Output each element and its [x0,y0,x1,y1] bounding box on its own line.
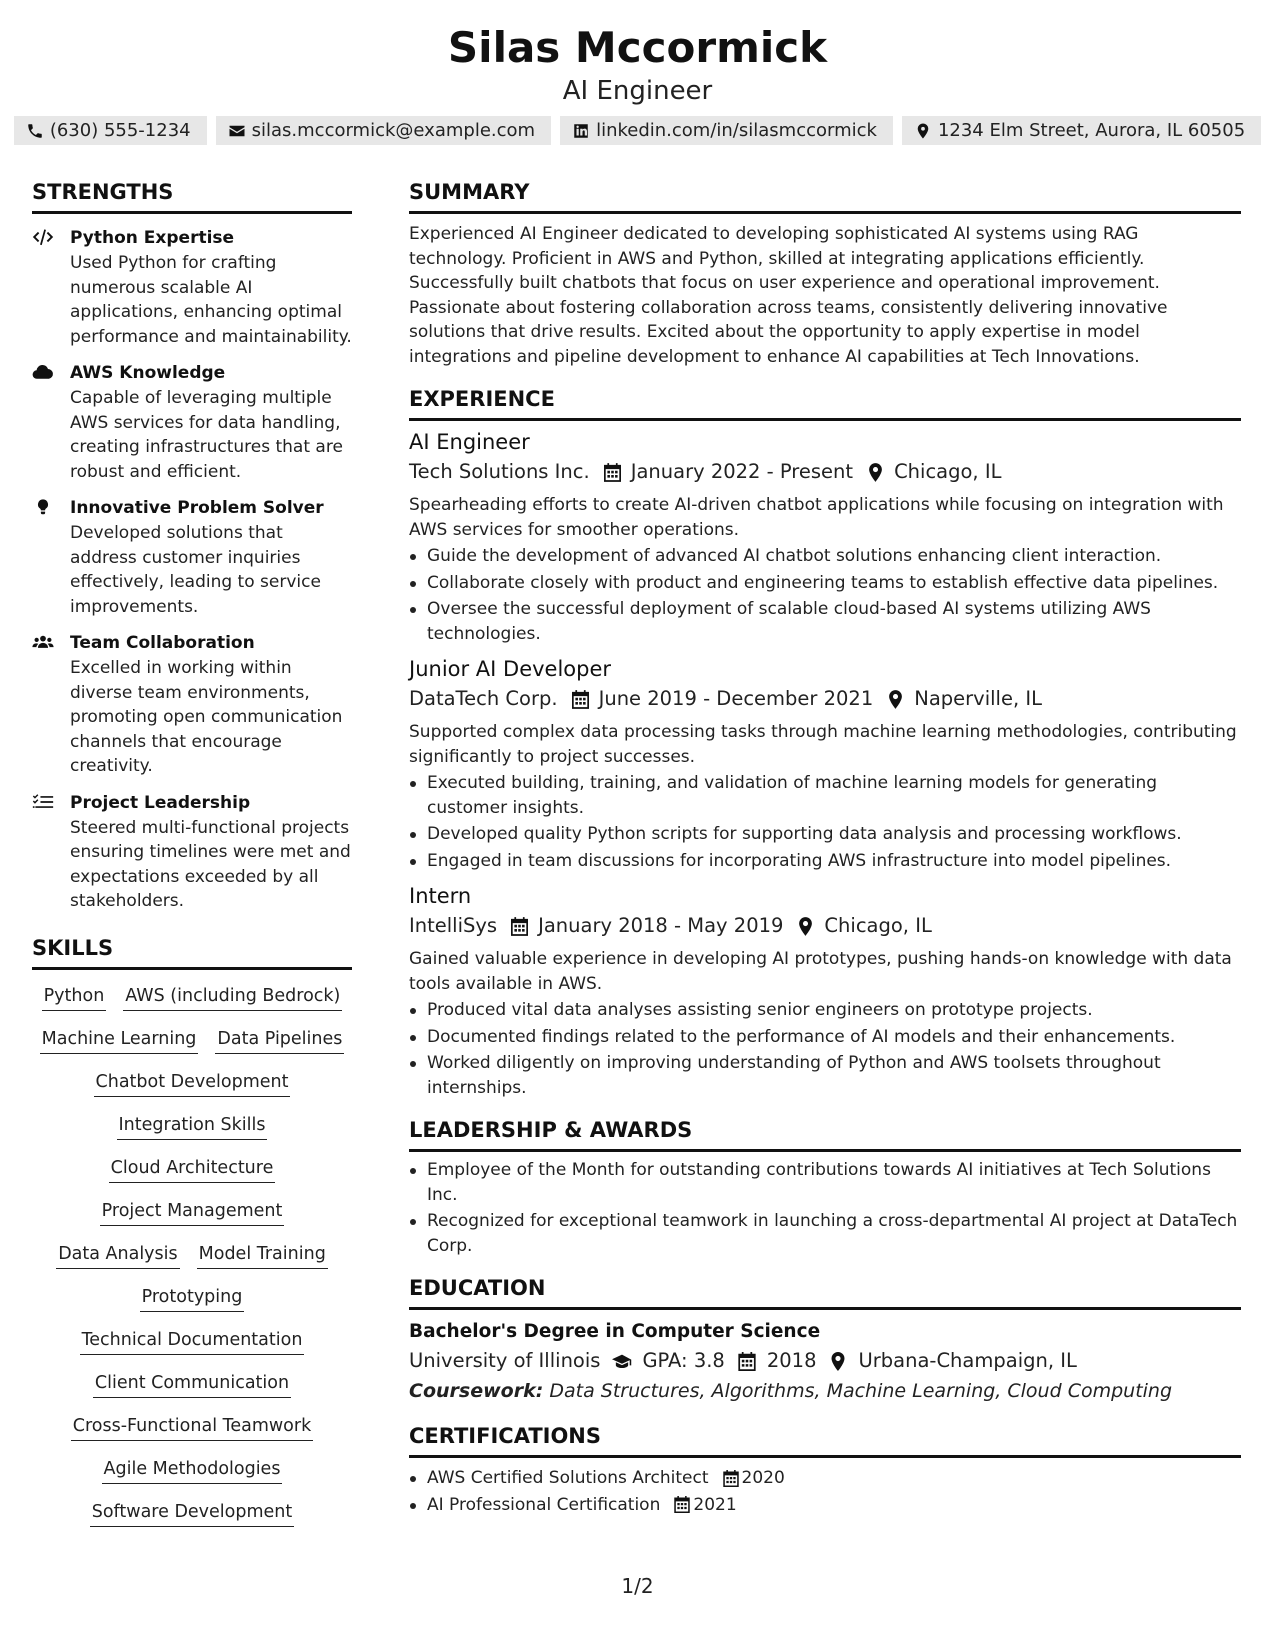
contact-phone[interactable] [14,116,207,145]
skill-tag: Chatbot Development [94,1070,291,1097]
contact-email[interactable] [216,116,551,145]
job-bullets [409,998,1241,1100]
certification-item [409,1466,1241,1491]
contact-address-text: 1234 Elm Street, Aurora, IL 60505 [937,120,1246,141]
linkedin-icon [572,122,590,140]
leadership-list [409,1158,1241,1258]
job-description: Gained valuable experience in developing AI prototypes, pushing hands-on knowledge with data tools available in AWS. [409,949,1232,994]
job-bullets [409,771,1241,873]
strength-title: Python Expertise [70,228,235,248]
job-dates: June 2019 - December 2021 [598,687,874,710]
skill-tag: Model Training [197,1242,328,1269]
certifications-heading: CERTIFICATIONS [409,1422,1241,1458]
right-column [409,178,1241,1517]
certifications-list [409,1466,1241,1517]
resume-header [0,22,1275,145]
strength-title: Team Collaboration [70,633,255,653]
job-bullet: Oversee the successful deployment of scalable cloud-based AI systems utilizing AWS technologies. [409,597,1241,646]
skill-tag: Cloud Architecture [109,1156,276,1183]
skill-tag: Data Analysis [56,1242,179,1269]
contact-linkedin-text: linkedin.com/in/silasmccormick [596,120,877,141]
skills-list [32,984,352,1527]
certification-item [409,1493,1241,1518]
summary-heading: SUMMARY [409,178,1241,214]
education-location: Urbana-Champaign, IL [858,1349,1077,1372]
candidate-title: AI Engineer [562,76,713,106]
job-location: Chicago, IL [824,914,932,937]
job-bullet: Worked diligently on improving understanding of Python and AWS toolsets throughout internships. [409,1051,1241,1100]
job-bullet: Engaged in team discussions for incorporating AWS infrastructure into model pipelines. [409,849,1241,874]
leadership-heading: LEADERSHIP & AWARDS [409,1116,1241,1152]
leadership-item: Recognized for exceptional teamwork in launching a cross-departmental AI project at DataTech Corp. [409,1209,1241,1258]
certification-year: 2020 [741,1468,785,1488]
calendar-icon [737,1352,757,1371]
cloud-icon [32,363,54,381]
skill-tag: Technical Documentation [80,1328,305,1355]
strength-item [32,791,352,914]
education-gpa: GPA: 3.8 [642,1349,725,1372]
job-location: Chicago, IL [894,460,1002,483]
map-pin-icon [867,463,884,482]
contact-linkedin[interactable] [560,116,893,145]
job-entry [409,881,1241,1100]
list-check-icon [32,793,54,811]
job-dates: January 2022 - Present [630,460,854,483]
code-icon [32,228,54,246]
strength-title: Innovative Problem Solver [70,498,324,518]
education-coursework [409,1376,1241,1406]
education-meta [409,1346,1241,1376]
job-description: Spearheading efforts to create AI-driven chatbot applications while focusing on integration with AWS services for smoother operations. [409,495,1224,540]
candidate-name: Silas Mccormick [447,23,828,72]
map-pin-icon [797,917,814,936]
education-year: 2018 [766,1349,817,1372]
calendar-icon [572,690,589,709]
strength-item [32,226,352,349]
skill-tag: Cross-Functional Teamwork [71,1414,313,1441]
job-company: IntelliSys [409,914,498,937]
summary-text: Experienced AI Engineer dedicated to developing sophisticated AI systems using RAG technology. Proficient in AWS and Python, skilled at integrating applications efficiently. Successfully built chatbots that focus on user experience and operational improvement. Passionate about fostering collaboration across teams, consistently delivering innovative solutions that drive results. Excited about the opportunity to apply expertise in model integrations and pipeline development to enhance AI capabilities at Tech Innovations. [409,224,1168,367]
certification-name: AWS Certified Solutions Architect [427,1468,709,1488]
education-degree: Bachelor's Degree in Computer Science [409,1321,821,1342]
leadership-item: Employee of the Month for outstanding contributions towards AI initiatives at Tech Solutions Inc. [409,1158,1241,1207]
strength-item [32,496,352,619]
coursework-label: Coursework: [409,1380,544,1402]
job-description: Supported complex data processing tasks through machine learning methodologies, contributing significantly to project successes. [409,722,1237,767]
job-entry [409,427,1241,646]
education-school: University of Illinois [409,1349,601,1372]
coursework-text: Data Structures, Algorithms, Machine Learning, Cloud Computing [549,1380,1173,1402]
job-company: Tech Solutions Inc. [409,460,590,483]
strength-desc: Excelled in working within diverse team environments, promoting open communication channels that encourage creativity. [70,658,343,776]
job-dates: January 2018 - May 2019 [538,914,784,937]
strength-item [32,361,352,484]
map-pin-icon [887,690,904,709]
map-pin-icon [828,1352,848,1371]
calendar-icon [723,1470,739,1487]
skill-tag: Python [42,984,107,1011]
skill-tag: Integration Skills [117,1113,268,1140]
skill-tag: Data Pipelines [215,1027,344,1054]
skill-tag: Machine Learning [40,1027,199,1054]
contact-email-text: silas.mccormick@example.com [251,120,536,141]
strength-desc: Used Python for crafting numerous scalable AI applications, enhancing optimal performance and maintainability. [70,253,352,347]
lightbulb-icon [32,498,54,516]
graduation-cap-icon [612,1352,632,1371]
skill-tag: AWS (including Bedrock) [123,984,342,1011]
strength-desc: Capable of leveraging multiple AWS services for data handling, creating infrastructures that are robust and efficient. [70,388,343,482]
skill-tag: Project Management [100,1199,285,1226]
job-bullet: Collaborate closely with product and engineering teams to establish effective data pipelines. [409,571,1241,596]
education-heading: EDUCATION [409,1274,1241,1310]
skill-tag: Agile Methodologies [102,1457,283,1484]
job-bullet: Developed quality Python scripts for supporting data analysis and processing workflows. [409,822,1241,847]
strengths-heading: STRENGTHS [32,178,352,214]
calendar-icon [604,463,621,482]
users-icon [32,633,54,651]
skill-tag: Client Communication [93,1371,291,1398]
experience-heading: EXPERIENCE [409,385,1241,421]
contact-address [902,116,1261,145]
strength-item [32,631,352,779]
left-column [32,178,352,1527]
map-pin-icon [914,122,932,140]
job-bullet: Documented findings related to the performance of AI models and their enhancements. [409,1025,1241,1050]
certification-name: AI Professional Certification [427,1494,661,1515]
job-bullet: Guide the development of advanced AI chatbot solutions enhancing client interaction. [409,544,1241,569]
job-company: DataTech Corp. [409,687,558,710]
job-bullet: Executed building, training, and validation of machine learning models for generating customer insights. [409,771,1241,820]
calendar-icon [674,1496,690,1513]
job-title: Intern [409,884,472,908]
job-meta [409,911,1241,941]
job-meta [409,684,1241,714]
calendar-icon [511,917,528,936]
page-number: 1/2 [621,1574,654,1598]
strength-title: Project Leadership [70,792,251,813]
certification-year: 2021 [693,1494,737,1515]
strength-desc: Steered multi-functional projects ensuring timelines were met and expectations exceeded by all stakeholders. [70,817,351,911]
job-meta [409,457,1241,487]
phone-icon [26,122,44,140]
job-entry [409,654,1241,873]
job-bullets [409,544,1241,646]
job-title: AI Engineer [409,430,530,454]
skill-tag: Prototyping [140,1285,245,1312]
contact-bar [0,116,1275,145]
skills-heading: SKILLS [32,934,352,970]
job-title: Junior AI Developer [409,657,612,681]
envelope-icon [228,122,246,140]
contact-phone-text: (630) 555-1234 [49,120,191,141]
strength-title: AWS Knowledge [70,363,226,383]
strength-desc: Developed solutions that address customer inquiries effectively, leading to service improvements. [70,523,321,617]
job-location: Naperville, IL [914,687,1042,710]
job-bullet: Produced vital data analyses assisting senior engineers on prototype projects. [409,998,1241,1023]
skill-tag: Software Development [90,1500,295,1527]
